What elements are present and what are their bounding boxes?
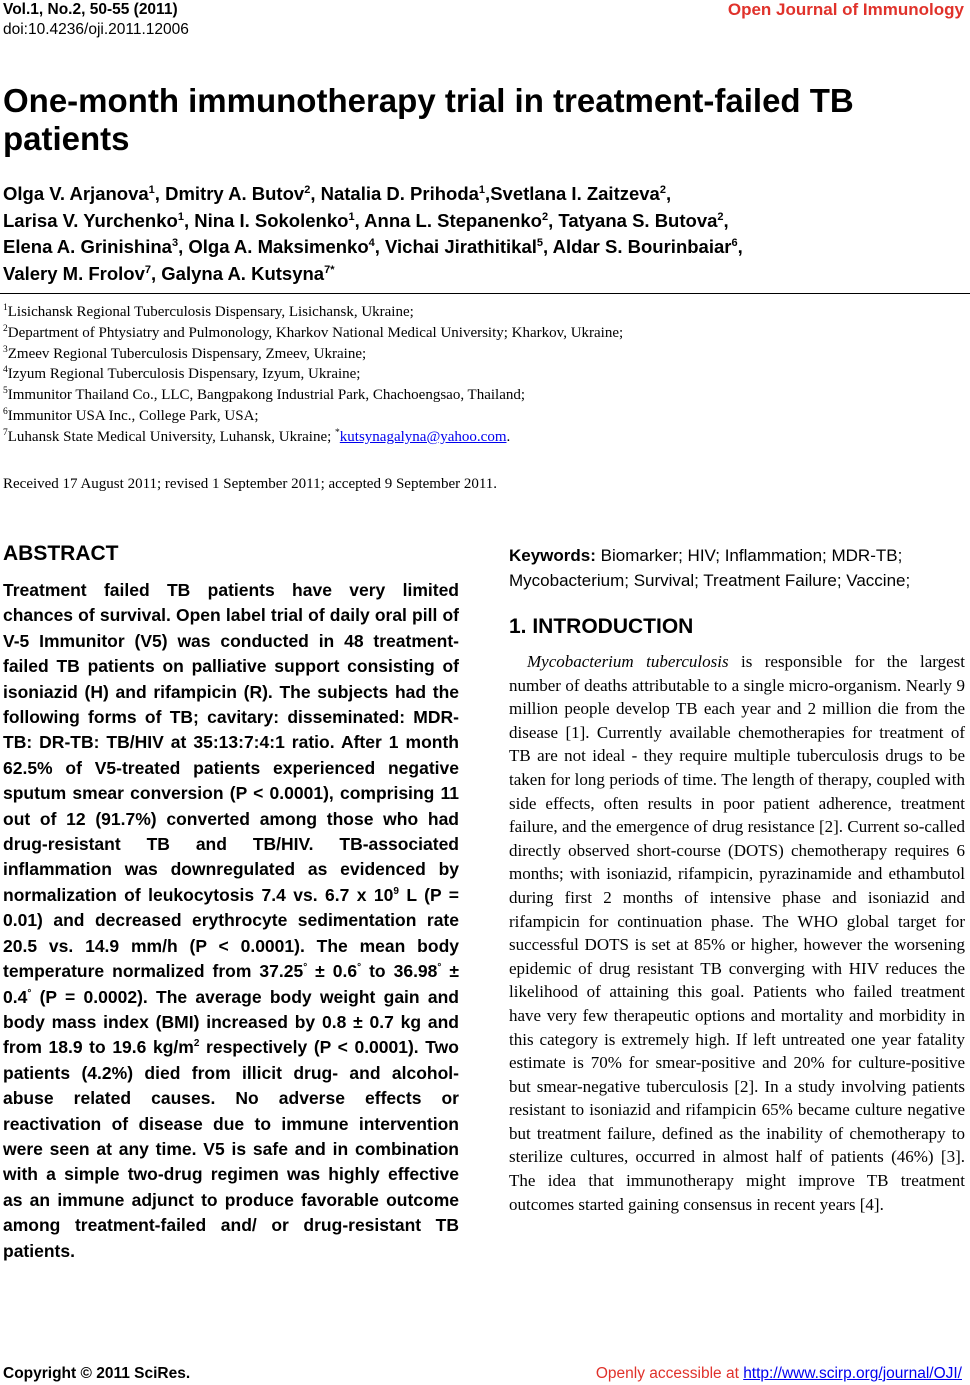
affiliation-line: $^3$Zmeev Regional Tuberculosis Dispensary, Zmeev, Ukraine; — [3, 344, 367, 362]
author-name: Dmitry A. Butov — [165, 183, 305, 204]
volume-info: Vol.1, No.2, 50-55 (2011) — [3, 1, 178, 18]
author-list: Olga V. Arjanova$^1$, Dmitry A. Butov$^2$, Natalia D. Prihoda$^1$,Svetlana I. Zaitzeva$^2$, Larisa V. Yurchenko$^1$, Nina I. Sokolenko$^1$, Anna L. Stepanenko$^2$, Tatyana S. Butova$^2$, Elena A. Grinishina$^3$, Olga A. Maksimenko$^4$, Vichai Jirathitikal$^5$, Aldar S. Bourinbaiar$^6$, Valery M. Frolov$^7$, Galyna A. Kutsyna$^{7*}$ — [3, 183, 743, 284]
author-name: Larisa V. Yurchenko — [3, 209, 178, 231]
author-name: Aldar S. Bourinbaiar — [552, 236, 732, 257]
author-name: Valery M. Frolov — [3, 262, 145, 284]
affiliation-marker: 2 — [717, 210, 724, 223]
author-name: Anna L. Stepanenko — [364, 209, 542, 231]
email-link[interactable]: kutsynagalyna@yahoo.com — [339, 428, 507, 445]
affiliation-marker: 2 — [304, 183, 311, 196]
journal-name: Open Journal of Immunology — [727, 0, 964, 19]
affiliation-marker: 5 — [536, 236, 543, 249]
affiliation-line: $^1$Lisichansk Regional Tuberculosis Dispensary, Lisichansk, Ukraine; — [3, 303, 414, 320]
keywords-list: Biomarker; HIV; Inflammation; MDR-TB; Mycobacterium; Survival; Treatment Failure; Vaccine; — [509, 546, 911, 590]
paper-title: One-month immunotherapy trial in treatment-failed TB patients — [3, 82, 854, 157]
intro-heading: 1. INTRODUCTION — [509, 615, 694, 638]
affiliation-line: $^6$Immunitor USA Inc., College Park, USA; — [3, 406, 259, 424]
intro-text: Mycobacterium tuberculosis is responsible for the largest number of deaths attributable to a single micro-organism. Nearly 9 million people develop TB each year and 2 million die from the disease [1]. Currently available chemotherapies for treatment of TB are not ideal - they require multiple tuberculosis drugs to be taken for long periods of time. The length of therapy, coupled with side effects, often results in poor patient adherence, treatment failure, and the emergence of drug resistance [2]. Current so-called directly observed short-course (DOTS) chemotherapy requires 6 months; with isoniazid, rifampicin, pyrazinamide and ethambutol during first 2 months of intensive phase and isoniazid and rifampicin for continuation phase. The WHO global target for successful DOTS is set at 85% or higher, however the worsening epidemic of drug resistant TB converging with HIV reduces the likelihood of attaining this goal. Patients who failed treatment have very few therapeutic options and mortality and morbidity in this category is extremely high. If left untreated one year fatality estimate is 70% for smear-positive and 20% for culture-positive but smear-negative tuberculosis [2]. In a study involving patients resistant to isoniazid and rifampicin 65% became culture negative but treatment failure, defined as the inability of chemotherapy to sterilize cultures, occurred in almost half of patients (46%) [3]. The idea that immunotherapy might improve TB treatment outcomes started gaining consensus in recent years [4]. — [509, 652, 965, 1214]
affiliation-marker: 2 — [659, 183, 666, 196]
abstract-heading: ABSTRACT — [3, 542, 119, 565]
author-name: Natalia D. Prihoda — [320, 183, 479, 204]
affiliation-line: $^4$Izyum Regional Tuberculosis Dispensary, Izyum, Ukraine; — [3, 365, 361, 383]
affiliation-marker: 1 — [478, 183, 486, 196]
author-name: Nina I. Sokolenko — [194, 209, 349, 231]
affiliation-marker: 7* — [324, 263, 335, 276]
open-access-note: Openly accessible at http://www.scirp.org/journal/OJI/ — [595, 1365, 962, 1382]
author-name: Elena A. Grinishina — [3, 236, 172, 257]
affiliations — [3, 302, 963, 448]
affiliation-marker: 7 — [144, 263, 152, 276]
affiliation-marker: 2 — [541, 210, 549, 223]
affiliation-marker: 1 — [348, 210, 355, 223]
author-name: Vichai Jirathitikal — [385, 236, 537, 257]
affiliation-line: $^5$Immunitor Thailand Co., LLC, Bangpakong Industrial Park, Chachoengsao, Thailand; — [3, 386, 526, 404]
author-name: Tatyana S. Butova — [558, 209, 718, 231]
received-dates: Received 17 August 2011; revised 1 September 2011; accepted 9 September 2011. — [3, 476, 498, 492]
affiliation-line: $^2$Department of Phtysiatry and Pulmonology, Kharkov National Medical University; Kharkov, Ukraine; — [3, 323, 624, 341]
author-name: Galyna A. Kutsyna — [161, 262, 325, 284]
journal-url-link[interactable]: http://www.scirp.org/journal/OJI/ — [743, 1365, 962, 1382]
author-name: Olga A. Maksimenko — [188, 236, 369, 257]
copyright: Copyright © 2011 SciRes. — [3, 1365, 191, 1382]
affiliation-marker: 6 — [731, 236, 738, 249]
running-header — [3, 0, 189, 40]
author-name: Svetlana I. Zaitzeva — [490, 183, 660, 204]
doi: doi:10.4236/oji.2011.12006 — [3, 21, 189, 38]
affiliation-line: $^7$Luhansk State Medical University, Luhansk, Ukraine; *kutsynagalyna@yahoo.com. — [3, 427, 511, 445]
keywords-label: Keywords: — [509, 546, 596, 565]
author-name: Olga V. Arjanova — [3, 183, 149, 204]
divider — [0, 293, 970, 294]
affiliation-marker: 4 — [368, 236, 375, 249]
affiliation-marker: 3 — [171, 236, 179, 249]
abstract-text: Treatment failed TB patients have very limited chances of survival. Open label trial of daily oral pill of V-5 Immunitor (V5) was conducted in 48 treatment-failed TB patients on palliative support consisting of isoniazid (H) and rifampicin (R). The subjects had the following forms of TB; cavitary: disseminated: MDR-TB: DR-TB: TB/HIV at 35:13:7:4:1 ratio. After 1 month 62.5% of V5-treated patients experienced negative sputum smear conversion (P < 0.0001), comprising 11 out of 12 (91.7%) converted among those who had drug-resistant TB and TB/HIV. TB-associated inflammation was downregulated as evidenced by normalization of leukocytosis 7.4 vs. 6.7 x $10^9$ L (P = 0.01) and decreased erythrocyte sedimentation rate 20.5 vs. 14.9 mm/h (P < 0.0001). The mean body temperature normalized from 37.25° ± 0.6° to 36.98° ± 0.4° (P = 0.0002). The average body weight gain and body mass index (BMI) increased by 0.8 ± 0.7 kg and from 18.9 to 19.6 $kg/m^2$ respectively (P < 0.0001). Two patients (4.2%) died from illicit drug- and alcohol-abuse related causes. No adverse effects or reactivation of disease due to immune intervention were seen at any time. V5 is safe and in combination with a simple two-drug regimen was highly effective as an immune adjunct to produce favorable outcome among treatment-failed and/ or drug-resistant TB patients. — [3, 580, 460, 1261]
keywords — [509, 543, 969, 593]
affiliation-marker: 1 — [148, 183, 155, 196]
affiliation-marker: 1 — [177, 210, 184, 223]
